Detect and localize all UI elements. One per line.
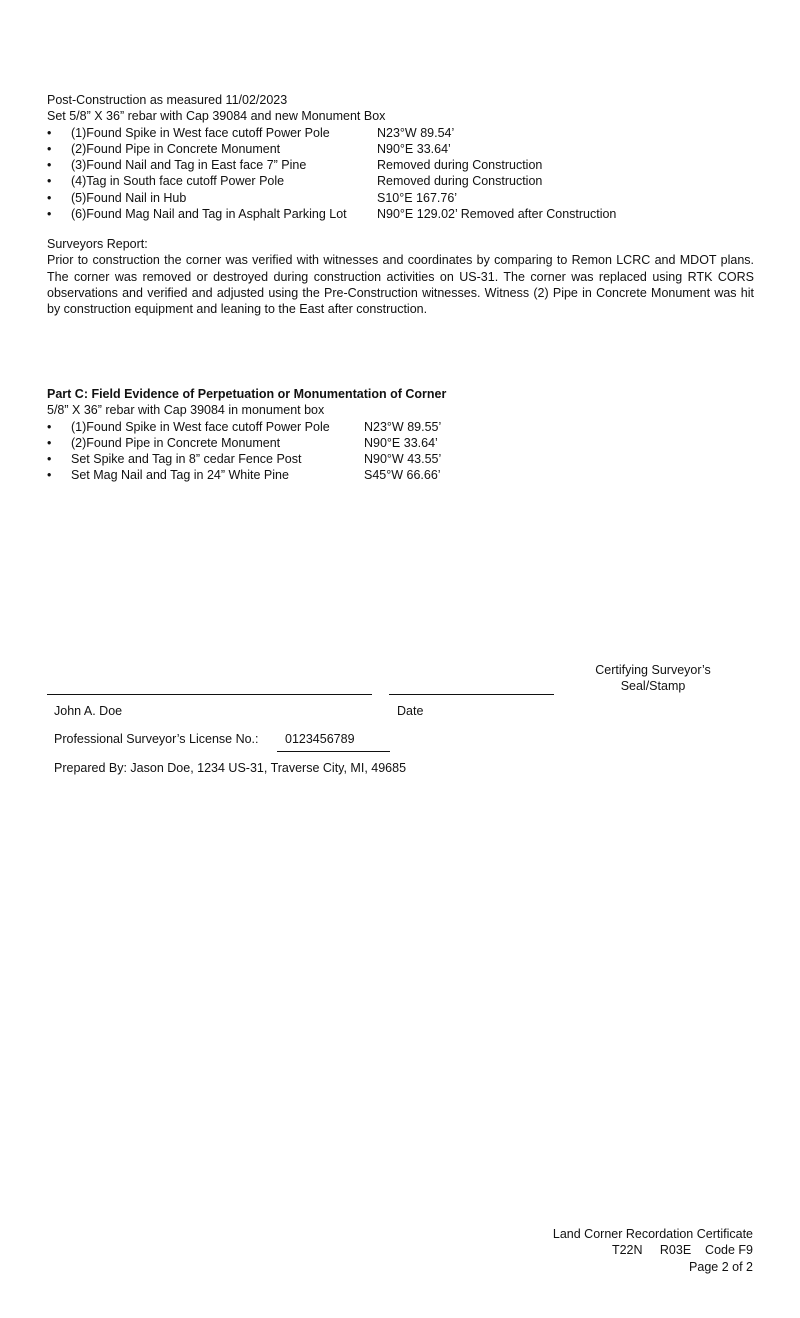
seal-stamp-label [583,662,723,695]
surveyor-name: John A. Doe [54,704,123,718]
part-c-subheading: 5/8” X 36” rebar with Cap 39084 in monument box [47,403,325,418]
signature-line [47,694,372,695]
footer-township-range-code: T22N R03E Code F9 [611,1243,753,1258]
item-value: N23°W 89.54’ [377,125,455,140]
item-description: (3)Found Nail and Tag in East face 7” Pine [71,158,307,173]
item-description: (5)Found Nail in Hub [71,190,187,205]
prepared-by: Prepared By: Jason Doe, 1234 US-31, Traverse City, MI, 49685 [54,761,407,775]
list-item [47,173,754,189]
item-value: N90°E 33.64’ [377,141,451,156]
item-description: Set Mag Nail and Tag in 24” White Pine [71,468,289,483]
item-description: (1)Found Spike in West face cutoff Power Pole [71,419,330,434]
post-construction-list [47,125,754,223]
item-value: Removed during Construction [377,174,543,189]
part-c-heading: Part C: Field Evidence of Perpetuation or Monumentation of Corner [47,387,447,401]
footer-page-number: Page 2 of 2 [689,1259,753,1274]
surveyors-report-heading: Surveyors Report: [47,237,148,251]
surveyors-report-body: Prior to construction the corner was verified with witnesses and coordinates by comparing to Remon LCRC and MDOT plans. The corner was removed or destroyed during construction activities on US-31. The corner was replaced using RTK CORS observations and verified and adjusted using the Pre-Construction witnesses. Witness (2) Pipe in Concrete Monument was hit by construction equipment and leaning to the East after construction. [47,253,754,317]
item-description: (4)Tag in South face cutoff Power Pole [71,174,285,189]
bullet: • [47,468,52,483]
footer-certificate-title: Land Corner Recordation Certificate [552,1227,753,1241]
part-c-section [47,386,754,484]
item-value: S45°W 66.66’ [364,468,441,483]
page-footer [453,1226,753,1275]
date-line [389,694,554,695]
list-item [47,451,754,467]
list-item [47,190,754,206]
bullet: • [47,174,52,189]
bullet: • [47,419,52,434]
list-item [47,206,754,222]
seal-label-line2: Seal/Stamp [620,679,686,694]
post-construction-subheading: Set 5/8” X 36” rebar with Cap 39084 and new Monument Box [47,109,386,124]
bullet: • [47,125,52,140]
license-label: Professional Surveyor’s License No.: [54,732,259,746]
bullet: • [47,452,52,467]
date-label: Date [397,704,424,718]
item-description: (1)Found Spike in West face cutoff Power Pole [71,125,330,140]
item-value: Removed during Construction [377,158,543,173]
license-number: 0123456789 [285,732,355,746]
item-value: N90°W 43.55’ [364,452,442,467]
seal-label-line1: Certifying Surveyor’s [595,663,711,677]
bullet: • [47,207,52,222]
list-item [47,157,754,173]
bullet: • [47,435,52,450]
post-construction-heading: Post-Construction as measured 11/02/2023 [47,93,288,107]
surveyors-report-section [47,236,754,317]
item-value: S10°E 167.76’ [377,190,458,205]
item-value: N90°E 129.02’ Removed after Construction [377,207,617,222]
list-item [47,125,754,141]
bullet: • [47,141,52,156]
item-description: (2)Found Pipe in Concrete Monument [71,141,281,156]
bullet: • [47,190,52,205]
bullet: • [47,158,52,173]
item-description: (2)Found Pipe in Concrete Monument [71,435,281,450]
item-description: (6)Found Mag Nail and Tag in Asphalt Parking Lot [71,207,347,222]
list-item [47,419,754,435]
part-c-list [47,419,754,484]
list-item [47,141,754,157]
post-construction-section [47,92,754,222]
item-value: N23°W 89.55’ [364,419,442,434]
list-item [47,435,754,451]
list-item [47,467,754,483]
license-underline [277,751,390,752]
item-description: Set Spike and Tag in 8” cedar Fence Post [71,452,302,467]
item-value: N90°E 33.64’ [364,435,438,450]
